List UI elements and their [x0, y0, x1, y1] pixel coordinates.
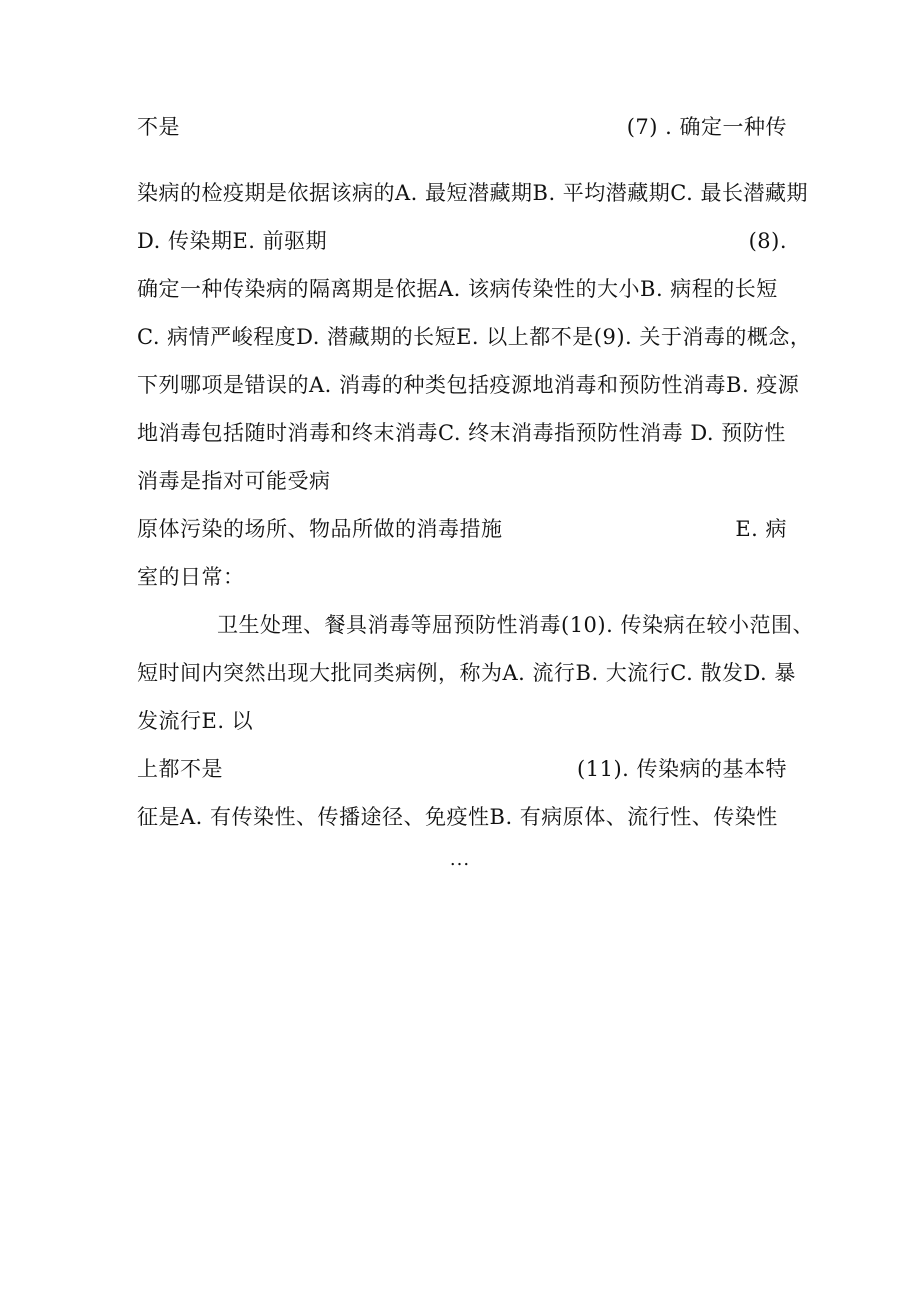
- text-line-6: 下列哪项是错误的A. 消毒的种类包括疫源地消毒和预防性消毒B. 疫源: [137, 373, 800, 397]
- text-line-5: C. 病情严峻程度D. 潜藏期的长短E. 以上都不是(9). 关于消毒的概念，: [137, 325, 812, 349]
- text-line-11: 卫生处理、餐具消毒等屈预防性消毒(10). 传染病在较小范围、: [217, 613, 814, 637]
- text-line-3-right: (8).: [748, 229, 787, 253]
- continuation-ellipsis: ...: [449, 849, 471, 870]
- text-line-7: 地消毒包括随时消毒和终末消毒C. 终末消毒指预防性消毒 D. 预防性: [137, 421, 786, 445]
- text-line-14: [137, 754, 787, 784]
- text-line-15: 征是A. 有传染性、传播途径、免疫性B. 有病原体、流行性、传染性: [137, 805, 778, 829]
- text-line-8: 消毒是指对可能受病: [137, 469, 331, 493]
- text-line-4: 确定一种传染病的隔离期是依据Α. 该病传染性的大小B. 病程的长短: [137, 277, 778, 301]
- text-line-2: 染病的检疫期是依据该病的A. 最短潜藏期B. 平均潜藏期C. 最长潜藏期: [137, 181, 808, 205]
- text-line-12: 短时间内突然出现大批同类病例，称为Α. 流行B. 大流行C. 散发D. 暴: [137, 661, 796, 685]
- text-line-9-left: 原体污染的场所、物品所做的消毒措施: [137, 517, 503, 541]
- text-line-14-left: 上都不是: [137, 757, 223, 781]
- text-line-3-left: D. 传染期E. 前驱期: [137, 229, 328, 253]
- text-line-10: 室的日常：: [137, 565, 245, 589]
- text-line-1-left: 不是: [137, 115, 180, 139]
- text-line-14-right: (11). 传染病的基本特: [577, 757, 787, 781]
- text-line-9-right: E. 病: [735, 517, 787, 541]
- text-line-1-right: (7) . 确定一种传: [626, 115, 787, 139]
- text-line-1: [137, 112, 787, 142]
- text-line-9: [137, 514, 787, 544]
- text-line-3: [137, 226, 787, 256]
- text-line-13: 发流行E. 以: [137, 709, 254, 733]
